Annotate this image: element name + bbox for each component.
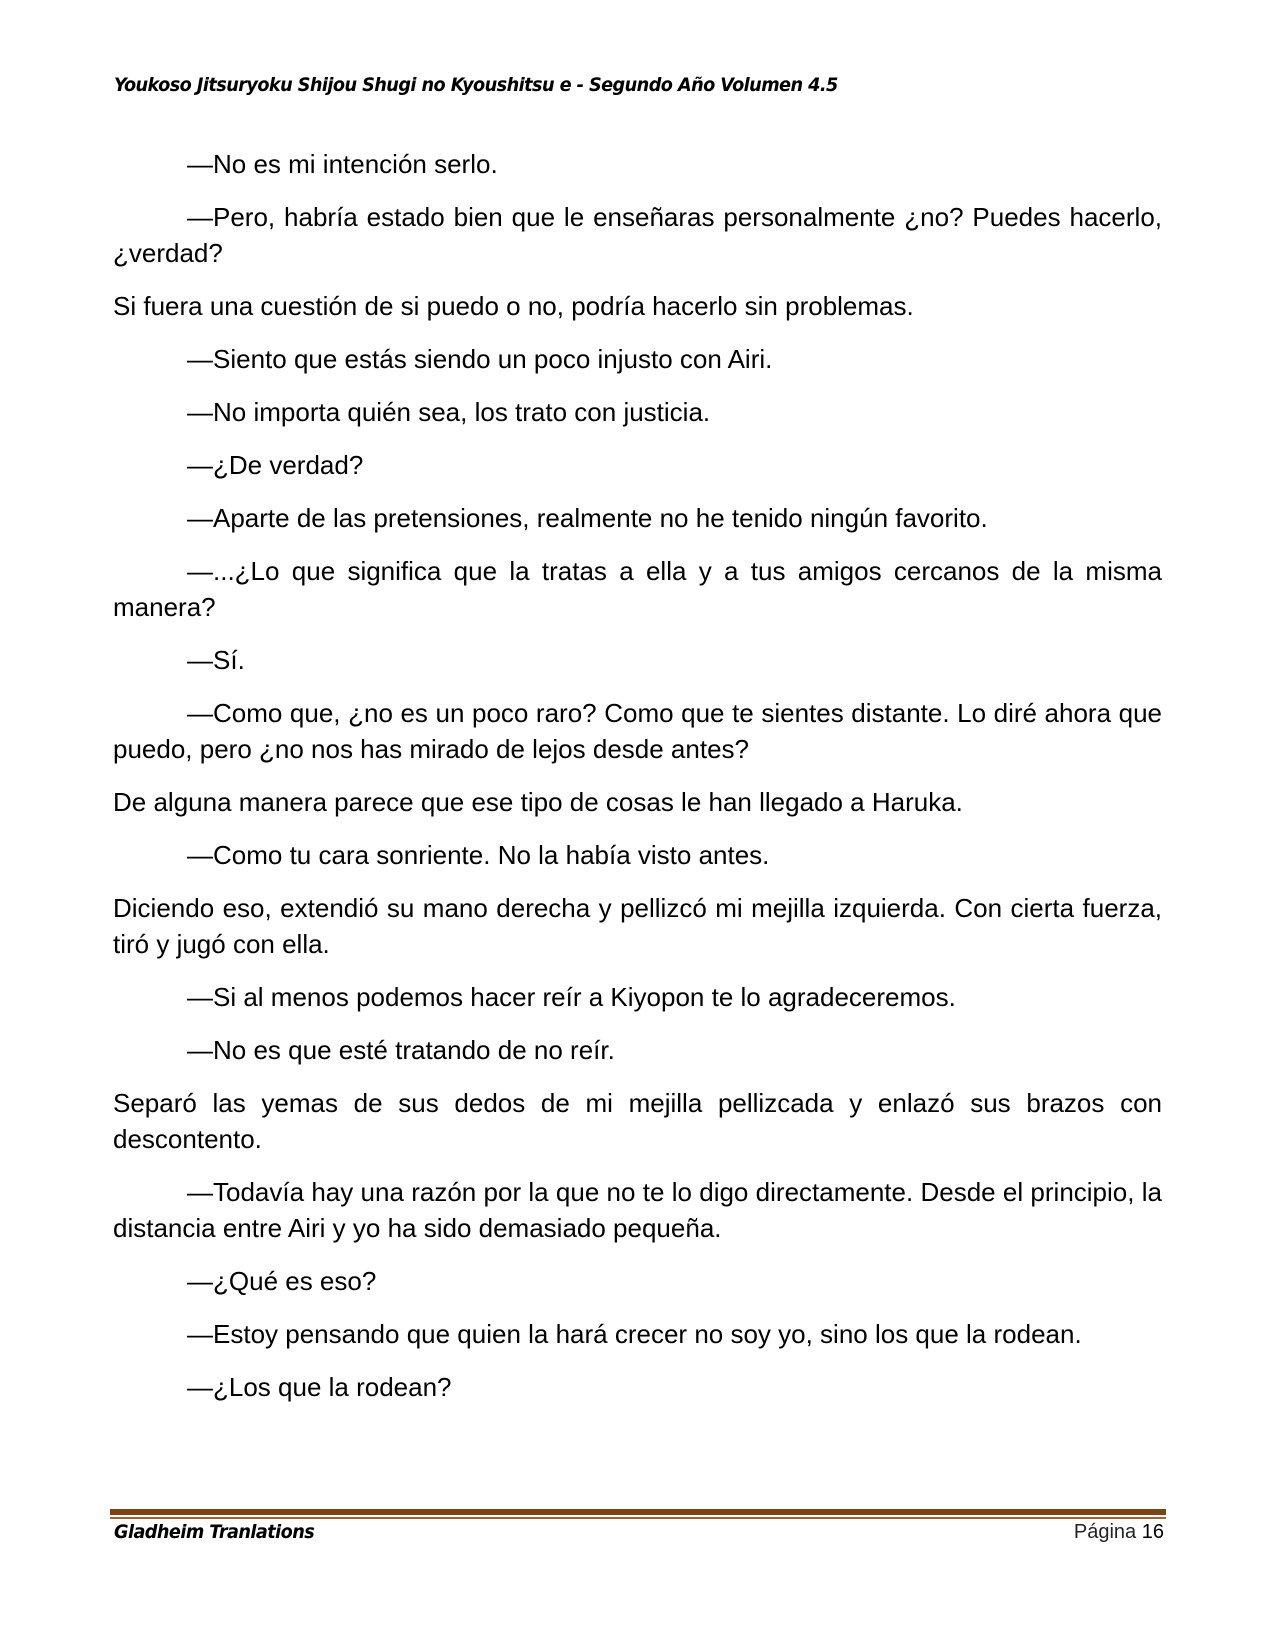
page-number: 16: [1141, 1521, 1164, 1543]
paragraph: Separó las yemas de sus dedos de mi mejilla pellizcada y enlazó sus brazos con descontento.: [113, 1088, 1162, 1154]
paragraph: —Siento que estás siendo un poco injusto con Airi.: [187, 344, 773, 374]
paragraph: —...¿Lo que significa que la tratas a ella y a tus amigos cercanos de la misma manera?: [113, 556, 1162, 622]
page-body: [113, 146, 1162, 1422]
page-label: Página: [1073, 1521, 1137, 1543]
paragraph: —Aparte de las pretensiones, realmente no he tenido ningún favorito.: [187, 503, 988, 533]
paragraph: —Todavía hay una razón por la que no te lo digo directamente. Desde el principio, la distancia entre Airi y yo ha sido demasiado pequeña.: [113, 1177, 1162, 1243]
paragraph: —Estoy pensando que quien la hará crecer no soy yo, sino los que la rodean.: [187, 1319, 1082, 1349]
page-indicator: [1074, 1521, 1164, 1544]
paragraph: De alguna manera parece que ese tipo de cosas le han llegado a Haruka.: [113, 787, 963, 817]
paragraph: —¿Qué es eso?: [187, 1266, 377, 1296]
paragraph: —¿De verdad?: [187, 450, 364, 480]
paragraph: Diciendo eso, extendió su mano derecha y pellizcó mi mejilla izquierda. Con cierta fuerza, tiró y jugó con ella.: [113, 893, 1162, 959]
paragraph: —¿Los que la rodean?: [187, 1372, 452, 1402]
paragraph: —Como tu cara sonriente. No la había visto antes.: [187, 840, 770, 870]
footer-divider: [110, 1509, 1166, 1519]
paragraph: —No es que esté tratando de no reír.: [187, 1035, 615, 1065]
paragraph: —Como que, ¿no es un poco raro? Como que te sientes distante. Lo diré ahora que puedo, pero ¿no nos has mirado de lejos desde antes?: [113, 698, 1162, 764]
paragraph: —No es mi intención serlo.: [187, 149, 498, 179]
footer-credit: Gladheim Tranlations: [114, 1521, 315, 1543]
paragraph: —Sí.: [187, 645, 245, 675]
paragraph: —Pero, habría estado bien que le enseñaras personalmente ¿no? Puedes hacerlo, ¿verdad?: [113, 202, 1162, 268]
footer-divider-thin: [110, 1517, 1166, 1519]
paragraph: Si fuera una cuestión de si puedo o no, podría hacerlo sin problemas.: [113, 291, 914, 321]
paragraph: —Si al menos podemos hacer reír a Kiyopon te lo agradeceremos.: [187, 982, 956, 1012]
running-header: Youkoso Jitsuryoku Shijou Shugi no Kyoushitsu e - Segundo Año Volumen 4.5: [114, 74, 838, 96]
paragraph: —No importa quién sea, los trato con justicia.: [187, 397, 711, 427]
